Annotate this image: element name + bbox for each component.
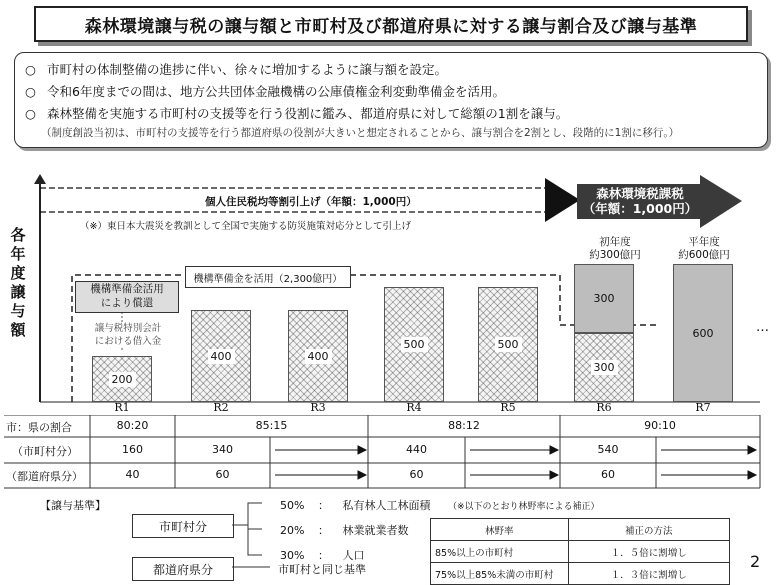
- r6-label-line-2: 約300億円: [589, 249, 641, 261]
- criteria-item-2: [280, 522, 408, 538]
- point-2-text: 令和6年度までの間は、地方公共団体金融機構の公庫債権金利変動準備金を活用。: [47, 84, 505, 99]
- municipal-r6: 540: [597, 443, 619, 456]
- x-tick-label-R2: R2: [213, 401, 229, 414]
- criteria-pct-1: 50%: [280, 499, 305, 512]
- bar-value-label: 200: [109, 372, 136, 387]
- criteria-bracket: [0, 490, 300, 584]
- bullet-circle-icon: ○: [25, 62, 36, 77]
- municipal-r2: 340: [212, 443, 233, 456]
- bullet-circle-icon: ○: [25, 106, 36, 121]
- reserve-use-label-line-2: により償還: [100, 297, 154, 309]
- bar-value-label: 400: [305, 349, 332, 364]
- correction-row-2-rate: 75%以上85%未満の市町村: [431, 563, 569, 585]
- r7-label-line-2: 約600億円: [678, 249, 730, 261]
- bar-R2-s1: [191, 310, 251, 402]
- bar-R5-s1: [478, 287, 538, 402]
- bar-R3-s1: [288, 310, 348, 402]
- municipal-r1: 160: [122, 443, 143, 456]
- resident-tax-note: （※）東日本大震災を教訓として全国で実施する防災施策対応分として引上げ: [80, 221, 411, 232]
- criteria-note-1: （※以下のとおり林野率による補正）: [447, 502, 600, 512]
- x-tick-label-R1: R1: [114, 401, 130, 414]
- municipal-row-label: （市町村分）: [12, 445, 78, 458]
- x-tick-label-R7: R7: [695, 401, 711, 414]
- criteria-pct-2: 20%: [280, 524, 305, 537]
- correction-header-2: 補正の方法: [568, 519, 729, 541]
- bar-value-label: 500: [495, 337, 522, 352]
- ratio-r2-r3: 85:15: [255, 419, 288, 432]
- prefecture-r1: 40: [125, 468, 140, 481]
- x-tick-label-R4: R4: [406, 401, 422, 414]
- bar-R4-s1: [384, 287, 444, 402]
- x-tick-label-R5: R5: [500, 401, 516, 414]
- r7-label-line-1: 平年度: [688, 236, 720, 248]
- criteria-name-3: 人口: [342, 549, 365, 562]
- ratio-r6: 90:10: [644, 419, 676, 432]
- criteria-sep-2: ：: [317, 524, 329, 537]
- r6-label-line-1: 初年度: [599, 236, 631, 248]
- reserve-use-label-line-1: 機構準備金活用: [90, 283, 164, 295]
- bar-value-label: 500: [401, 337, 428, 352]
- bar-R6-s2: [574, 264, 634, 333]
- municipal-box: 市町村分: [132, 514, 234, 538]
- y-axis-label: 各年度譲与額: [10, 226, 26, 339]
- bar-value-label: 400: [208, 349, 235, 364]
- criteria-pct-3: 30%: [280, 549, 305, 562]
- page-title: 森林環境譲与税の譲与額と市町村及び都道府県に対する譲与割合及び譲与基準: [34, 6, 748, 42]
- prefecture-row-label: （都道府県分）: [6, 470, 83, 483]
- forest-tax-label-line-1: 森林環境税課税: [596, 186, 684, 201]
- page-number: 2: [750, 552, 761, 571]
- resident-tax-label: 個人住民税均等割引上げ（年額：1,000円）: [205, 196, 417, 208]
- ratio-r1: 80:20: [116, 419, 149, 432]
- points-note: （制度創設当初は、市町村の支援等を行う都道府県の役割が大きいと想定されることから、譲与割合を2割とし、段階的に1割に移行。）: [41, 127, 680, 139]
- ellipsis: …: [756, 320, 769, 335]
- point-1-text: 市町村の体制整備の進捗に伴い、徐々に増加するように譲与額を設定。: [47, 62, 448, 77]
- ratio-header: 市：県の割合: [6, 421, 72, 434]
- criteria-name-1: 私有林人工林面積: [342, 499, 431, 512]
- criteria-sep-1: ：: [317, 499, 329, 512]
- bar-R7-s2: [673, 264, 733, 402]
- correction-row-1-method: １．５倍に割増し: [568, 541, 729, 563]
- forest-tax-label-line-2: （年額：1,000円）: [582, 201, 698, 216]
- correction-row-1-rate: 85%以上の市町村: [431, 541, 569, 563]
- criteria-section-label: 【譲与基準】: [40, 499, 106, 512]
- criteria-name-2: 林業就業者数: [342, 524, 409, 537]
- ratio-r4-r5: 88:12: [448, 419, 480, 432]
- bar-value-label: 600: [692, 326, 714, 340]
- bar-R6-s1: [574, 333, 634, 402]
- bar-R1-s1: [92, 356, 152, 402]
- borrow-label-line-2: における借入金: [94, 336, 162, 347]
- prefecture-box: 都道府県分: [132, 557, 234, 581]
- criteria-sep-3: ：: [317, 549, 329, 562]
- municipal-r4: 440: [406, 443, 427, 456]
- point-3-text: 森林整備を実施する市町村の支援等を行う役割に鑑み、都道府県に対して総額の1割を譲与。: [47, 106, 569, 121]
- prefecture-rule: 市町村と同じ基準: [278, 563, 366, 576]
- x-tick-label-R3: R3: [310, 401, 326, 414]
- x-tick-label-R6: R6: [596, 401, 612, 414]
- prefecture-r2: 60: [215, 468, 230, 481]
- bullet-circle-icon: ○: [25, 84, 36, 99]
- correction-table: [430, 518, 730, 585]
- bar-value-label: 300: [593, 292, 615, 305]
- correction-row-2-method: １．３倍に割増し: [568, 563, 729, 585]
- correction-header-1: 林野率: [431, 519, 569, 541]
- borrow-label-line-1: 譲与税特別会計: [94, 323, 162, 334]
- reserve-label: 機構準備金を活用（2,300億円）: [185, 266, 351, 288]
- bar-value-label: 300: [591, 360, 618, 375]
- criteria-item-1: [280, 497, 600, 513]
- prefecture-r4: 60: [409, 468, 424, 481]
- prefecture-r6: 60: [601, 468, 615, 481]
